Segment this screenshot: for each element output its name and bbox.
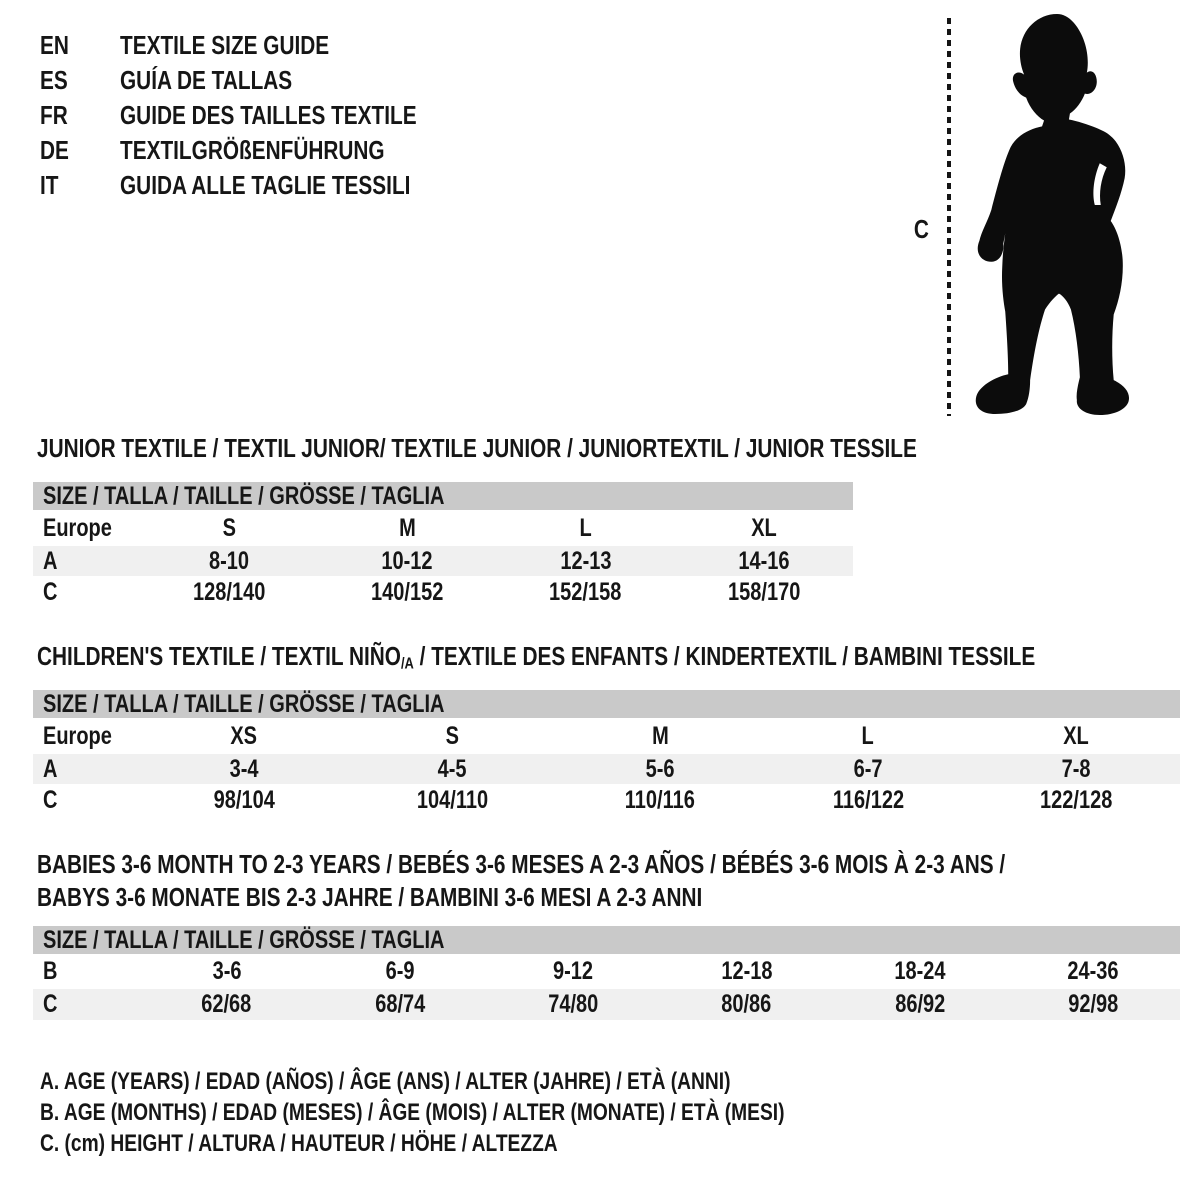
row-label: C: [43, 990, 58, 1018]
legend-line-a: A. AGE (YEARS) / EDAD (AÑOS) / ÂGE (ANS) / ALTER (JAHRE) / ETÀ (ANNI): [40, 1067, 731, 1095]
size-header-bar: SIZE / TALLA / TAILLE / GRÖSSE / TAGLIA: [33, 926, 1180, 954]
size-cell: 74/80: [548, 990, 599, 1018]
language-row-fr: [40, 98, 491, 133]
size-cell: 116/122: [832, 785, 904, 814]
size-cell: 6-9: [385, 957, 415, 985]
size-cell: 6-7: [853, 754, 883, 783]
table-row-europe: [33, 510, 853, 546]
size-cell: 3-4: [229, 754, 259, 783]
size-cell: 12-13: [560, 546, 612, 575]
language-title-list: [40, 28, 491, 203]
size-cell: XS: [230, 721, 258, 750]
size-cell: L: [861, 721, 875, 750]
language-row-de: [40, 133, 491, 168]
row-label: C: [43, 785, 58, 814]
size-cell: XL: [1063, 721, 1089, 750]
size-cell: 7-8: [1061, 754, 1091, 783]
size-cell: 14-16: [738, 546, 790, 575]
language-code: ES: [40, 65, 68, 95]
table-row-height-cm: [33, 576, 853, 608]
language-title: TEXTILGRÖßENFÜHRUNG: [120, 135, 385, 165]
size-cell: 80/86: [721, 990, 772, 1018]
legend-line-c: C. (cm) HEIGHT / ALTURA / HAUTEUR / HÖHE / ALTEZZA: [40, 1129, 558, 1157]
table-row-europe: [33, 718, 1180, 754]
size-cell: 10-12: [381, 546, 433, 575]
size-cell: 122/128: [1039, 785, 1113, 814]
size-cell: 12-18: [721, 957, 773, 985]
language-row-es: [40, 63, 491, 98]
language-row-en: [40, 28, 491, 63]
size-cell: XL: [751, 513, 777, 542]
size-cell: 24-36: [1067, 957, 1119, 985]
children-size-table: [33, 690, 1180, 816]
size-cell: M: [651, 721, 669, 750]
row-label: Europe: [43, 513, 112, 542]
table-row-age-years: [33, 546, 853, 576]
size-cell: S: [222, 513, 236, 542]
toddler-silhouette-image: [963, 10, 1145, 418]
size-cell: 98/104: [213, 785, 275, 814]
size-cell: 68/74: [374, 990, 426, 1018]
size-cell: 3-6: [212, 957, 242, 985]
junior-size-table: [33, 482, 853, 608]
language-code: EN: [40, 30, 69, 60]
size-cell: S: [445, 721, 459, 750]
size-cell: 104/110: [416, 785, 488, 814]
size-cell: 5-6: [645, 754, 675, 783]
children-table-title: CHILDREN'S TEXTILE / TEXTIL $NIÑO_{/A}$ / TEXTILE DES ENFANTS / KINDERTEXTIL / BAMBINI TESSILE: [37, 641, 1036, 673]
language-title: TEXTILE SIZE GUIDE: [120, 30, 330, 60]
size-cell: 140/152: [371, 577, 444, 606]
size-header-bar: SIZE / TALLA / TAILLE / GRÖSSE / TAGLIA: [33, 482, 853, 510]
measure-legend: [40, 1066, 971, 1159]
size-cell: 62/68: [201, 990, 252, 1018]
table-row-age-years: [33, 754, 1180, 784]
language-title: GUIDE DES TAILLES TEXTILE: [120, 100, 417, 130]
row-label: A: [43, 754, 58, 783]
row-label: A: [43, 546, 58, 575]
table-row-height-cm: [33, 784, 1180, 816]
table-row-age-months: [33, 954, 1180, 989]
size-cell: M: [399, 513, 416, 542]
size-cell: L: [579, 513, 592, 542]
language-code: DE: [40, 135, 69, 165]
height-dashed-line: [947, 18, 951, 416]
size-cell: 18-24: [894, 957, 946, 985]
language-code: FR: [40, 100, 68, 130]
babies-table-title-line2: BABYS 3-6 MONATE BIS 2-3 JAHRE / BAMBINI 3-6 MESI A 2-3 ANNI: [37, 882, 703, 912]
babies-table-title-line1: BABIES 3-6 MONTH TO 2-3 YEARS / BEBÉS 3-6 MESES A 2-3 AÑOS / BÉBÉS 3-6 MOIS À 2-3 ANS /: [37, 849, 1006, 879]
language-title: GUÍA DE TALLAS: [120, 65, 293, 95]
size-cell: 92/98: [1068, 990, 1119, 1018]
language-code: IT: [40, 170, 59, 200]
row-label: C: [43, 577, 58, 606]
size-cell: 8-10: [209, 546, 250, 575]
language-row-it: [40, 168, 491, 203]
row-label: B: [43, 957, 58, 985]
row-label: Europe: [43, 721, 112, 750]
size-cell: 4-5: [437, 754, 467, 783]
language-title: GUIDA ALLE TAGLIE TESSILI: [120, 170, 411, 200]
size-cell: 86/92: [894, 990, 945, 1018]
junior-table-title: JUNIOR TEXTILE / TEXTIL JUNIOR/ TEXTILE JUNIOR / JUNIORTEXTIL / JUNIOR TESSILE: [37, 433, 917, 463]
size-header-bar: SIZE / TALLA / TAILLE / GRÖSSE / TAGLIA: [33, 690, 1180, 718]
table-row-height-cm: [33, 989, 1180, 1020]
size-cell: 110/116: [624, 785, 696, 814]
size-cell: 158/170: [727, 577, 801, 606]
size-cell: 128/140: [192, 577, 266, 606]
babies-size-table: [33, 926, 1180, 1020]
size-cell: 9-12: [553, 957, 594, 985]
legend-line-b: B. AGE (MONTHS) / EDAD (MESES) / ÂGE (MOIS) / ALTER (MONATE) / ETÀ (MESI): [40, 1098, 785, 1126]
height-measure-label: C: [913, 214, 929, 244]
size-cell: 152/158: [549, 577, 622, 606]
